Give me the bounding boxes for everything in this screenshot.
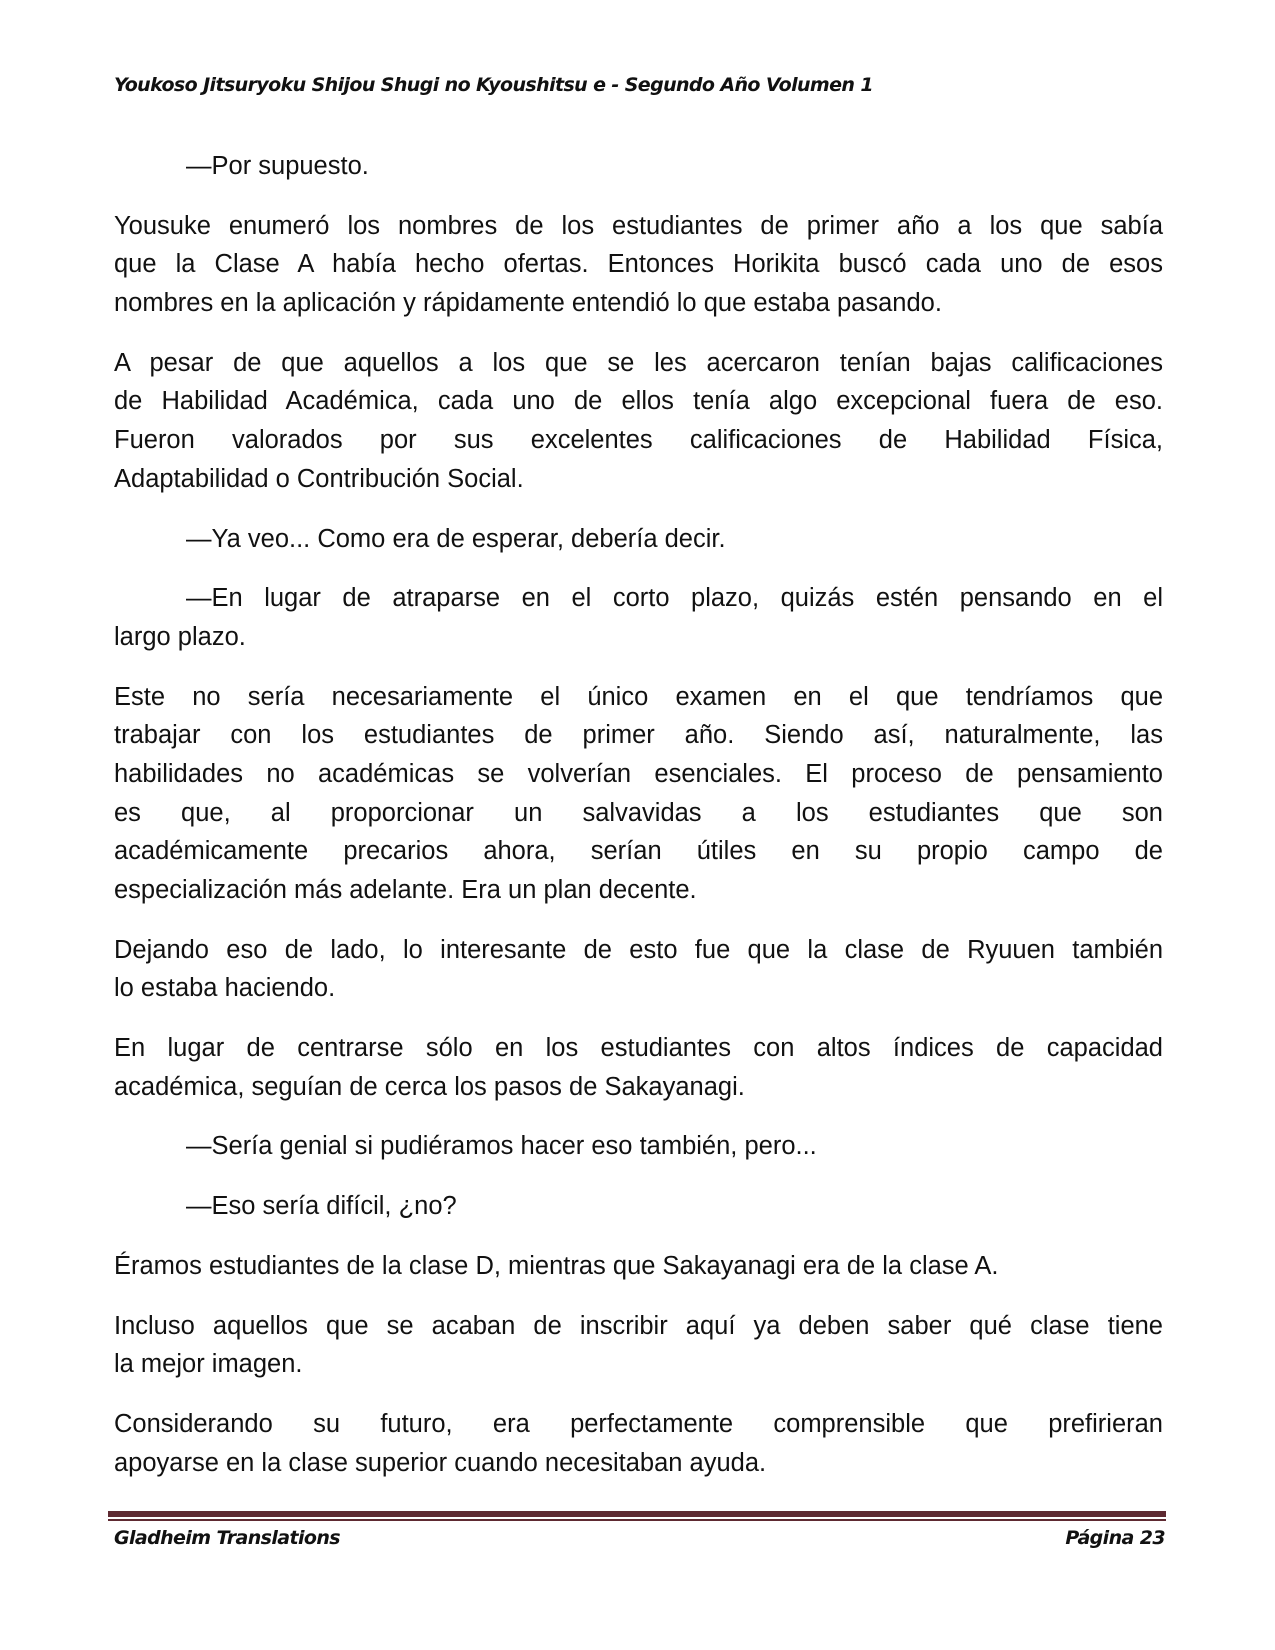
text-line: En lugar de centrarse sólo en los estudiantes con altos índices de capacidad xyxy=(114,1034,1163,1063)
paragraph xyxy=(114,207,1163,323)
text-line: —En lugar de atraparse en el corto plazo, quizás estén pensando en el xyxy=(186,584,1163,613)
text-line: que la Clase A había hecho ofertas. Entonces Horikita buscó cada uno de esos xyxy=(114,250,1163,279)
paragraph xyxy=(114,1247,1163,1286)
text-line: Dejando eso de lado, lo interesante de esto fue que la clase de Ryuuen también xyxy=(114,935,1163,964)
text-line: académica, seguían de cerca los pasos de Sakayanagi. xyxy=(114,1072,745,1101)
text-line: largo plazo. xyxy=(114,622,246,651)
text-line: —Ya veo... Como era de esperar, debería decir. xyxy=(186,524,726,553)
text-line: —Sería genial si pudiéramos hacer eso también, pero... xyxy=(186,1132,817,1161)
text-line: —Por supuesto. xyxy=(186,152,369,180)
text-line: Adaptabilidad o Contribución Social. xyxy=(114,464,524,493)
text-line: es que, al proporcionar un salvavidas a los estudiantes que son xyxy=(114,798,1163,827)
paragraph xyxy=(114,1029,1163,1106)
text-line: Éramos estudiantes de la clase D, mientras que Sakayanagi era de la clase A. xyxy=(114,1251,999,1280)
text-line: Incluso aquellos que se acaban de inscribir aquí ya deben saber qué clase tiene xyxy=(114,1311,1163,1340)
paragraph xyxy=(114,678,1163,910)
text-line: Fueron valorados por sus excelentes calificaciones de Habilidad Física, xyxy=(114,426,1163,455)
text-line: —Eso sería difícil, ¿no? xyxy=(186,1192,457,1221)
text-line: especialización más adelante. Era un plan decente. xyxy=(114,876,697,904)
text-line: habilidades no académicas se volverían esenciales. El proceso de pensamiento xyxy=(114,759,1163,788)
paragraph xyxy=(114,1405,1163,1482)
page-body xyxy=(114,147,1163,1503)
paragraph xyxy=(114,344,1163,499)
paragraph xyxy=(114,931,1163,1008)
dialogue-paragraph xyxy=(114,147,1163,186)
running-header: Youkoso Jitsuryoku Shijou Shugi no Kyoushitsu e - Segundo Año Volumen 1 xyxy=(114,74,873,96)
text-line: académicamente precarios ahora, serían útiles en su propio campo de xyxy=(114,837,1163,866)
text-line: A pesar de que aquellos a los que se les acercaron tenían bajas calificaciones xyxy=(114,348,1163,377)
text-line: lo estaba haciendo. xyxy=(114,974,336,1003)
text-line: trabajar con los estudiantes de primer año. Siendo así, naturalmente, las xyxy=(114,721,1163,750)
text-line: Yousuke enumeró los nombres de los estudiantes de primer año a los que sabía xyxy=(114,211,1163,240)
text-line: de Habilidad Académica, cada uno de ellos tenía algo excepcional fuera de eso. xyxy=(114,387,1163,416)
text-line: Este no sería necesariamente el único examen en el que tendríamos que xyxy=(114,682,1163,711)
text-line: apoyarse en la clase superior cuando necesitaban ayuda. xyxy=(114,1448,767,1477)
dialogue-paragraph xyxy=(114,579,1163,656)
paragraph xyxy=(114,1307,1163,1384)
dialogue-paragraph xyxy=(114,1187,1163,1226)
footer-rule-thin xyxy=(108,1519,1166,1521)
dialogue-paragraph xyxy=(114,1127,1163,1166)
text-line: la mejor imagen. xyxy=(114,1350,303,1379)
footer-rule-thick xyxy=(108,1511,1166,1517)
page-number: Página 23 xyxy=(1065,1527,1165,1549)
dialogue-paragraph xyxy=(114,520,1163,559)
footer-credit: Gladheim Translations xyxy=(114,1527,340,1549)
text-line: nombres en la aplicación y rápidamente entendió lo que estaba pasando. xyxy=(114,289,942,318)
text-line: Considerando su futuro, era perfectamente comprensible que prefirieran xyxy=(114,1409,1163,1438)
